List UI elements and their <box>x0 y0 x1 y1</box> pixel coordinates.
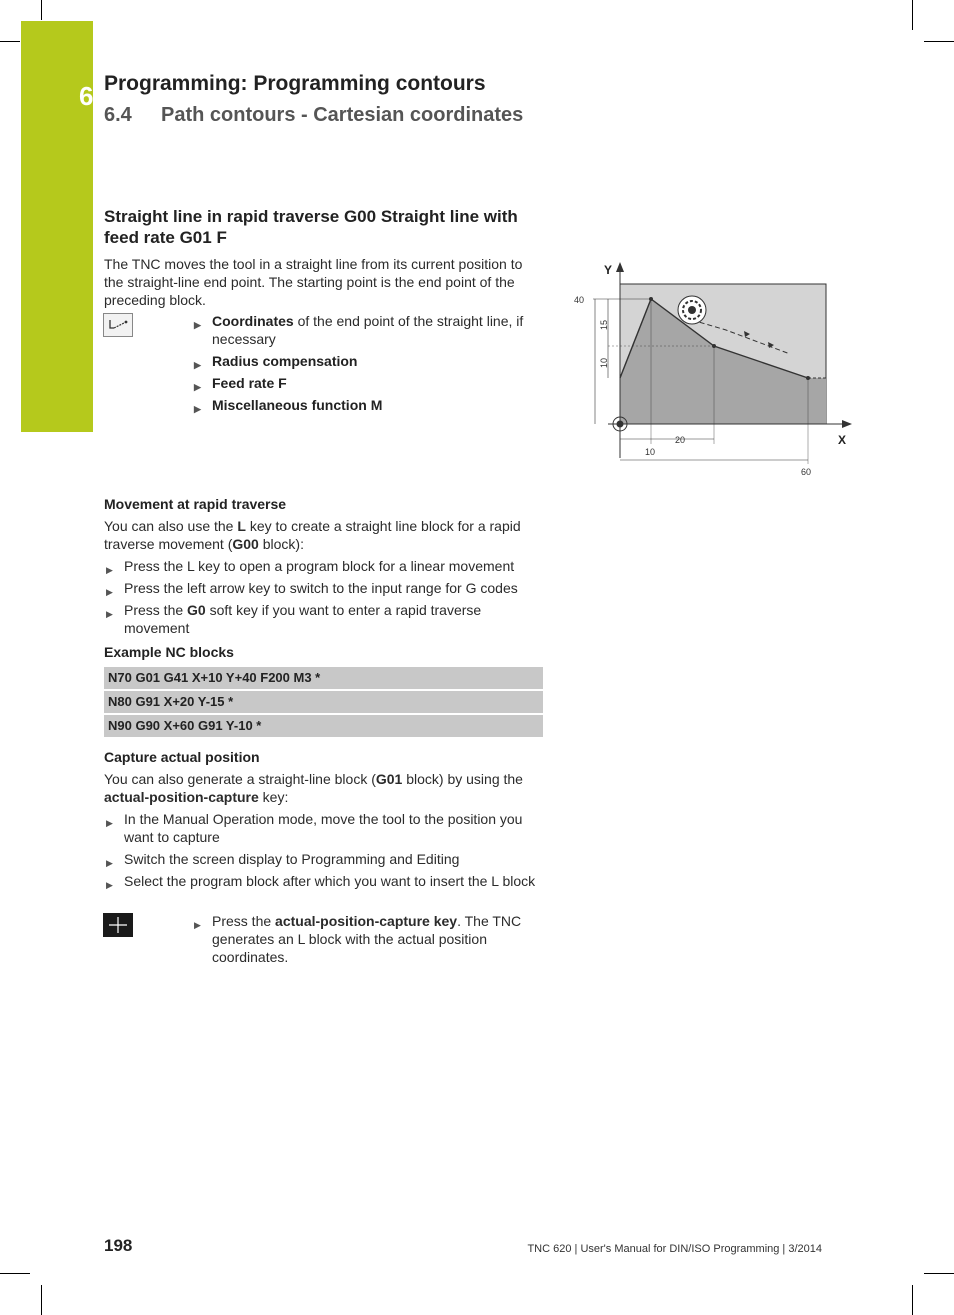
crop-mark <box>41 1285 42 1315</box>
nc-block-row: N80 G91 X+20 Y-15 * <box>104 691 543 713</box>
intro-block <box>104 206 544 309</box>
list-item: ▶ Select the program block after which you want to insert the L block <box>106 873 536 890</box>
dim-label-10-vertical: 10 <box>599 357 609 368</box>
topic-heading: Straight line in rapid traverse G00 Straight line with feed rate G01 F <box>104 207 518 247</box>
dim-label-40: 40 <box>574 295 585 305</box>
axis-y-label: Y <box>604 263 613 277</box>
list-item: ▶ Switch the screen display to Programming and Editing <box>106 851 460 868</box>
capture-paragraph: You can also generate a straight-line block (G01 block) by using the actual-position-capture key: <box>104 771 523 805</box>
crop-mark <box>924 1273 954 1274</box>
list-item: ▶ Press the left arrow key to switch to the input range for G codes <box>106 580 518 597</box>
list-item: ▶ Radius compensation <box>194 353 358 370</box>
dim-label-15: 15 <box>599 319 609 330</box>
footer-doc-info: TNC 620 | User's Manual for DIN/ISO Programming | 3/2014 <box>527 1243 822 1255</box>
section-title: Path contours - Cartesian coordinates <box>161 104 524 126</box>
nc-block-table <box>104 667 543 737</box>
page-number: 198 <box>104 1236 133 1255</box>
capture-final-step <box>192 912 544 970</box>
example-section <box>104 644 544 739</box>
milling-tool <box>678 296 706 324</box>
crop-mark <box>0 1273 30 1274</box>
rapid-traverse-section <box>104 496 544 641</box>
list-item: ▶ Feed rate F <box>194 375 287 392</box>
dim-label-60: 60 <box>801 467 812 477</box>
axis-x-label: X <box>838 433 847 447</box>
list-item: ▶ Press the L key to open a program block for a linear movement <box>106 558 515 575</box>
chapter-title: Programming: Programming contours <box>104 72 486 95</box>
intro-paragraph: The TNC moves the tool in a straight line from its current position to the straight-line end point. The starting point is the end point of the preceding block. <box>104 256 523 308</box>
dim-label-10-horizontal: 10 <box>645 447 656 457</box>
crop-mark <box>41 0 42 20</box>
crop-mark <box>912 1285 913 1315</box>
nc-block-row: N90 G90 X+60 G91 Y-10 * <box>104 715 543 737</box>
list-item: ▶ Miscellaneous function M <box>194 397 383 414</box>
nc-block-row: N70 G01 G41 X+10 Y+40 F200 M3 * <box>104 667 543 689</box>
list-item: ▶ Press the actual-position-capture key. The TNC generates an L block with the actual position coordinates. <box>194 913 522 965</box>
section-number: 6.4 <box>104 104 132 126</box>
capture-section <box>104 749 544 894</box>
actual-position-capture-key-icon <box>103 913 133 937</box>
contour-diagram <box>568 258 858 482</box>
list-item: ▶ In the Manual Operation mode, move the tool to the position you want to capture <box>106 811 523 845</box>
list-item: ▶ Coordinates of the end point of the straight line, if necessary <box>194 313 524 347</box>
crop-mark <box>912 0 913 30</box>
list-item: ▶ Press the G0 soft key if you want to enter a rapid traverse movement <box>106 602 482 636</box>
chapter-number: 6 <box>79 81 94 111</box>
crop-mark <box>924 41 954 42</box>
chapter-tab <box>21 21 93 432</box>
dim-label-20: 20 <box>675 435 686 445</box>
capture-heading: Capture actual position <box>104 749 260 765</box>
rapid-heading: Movement at rapid traverse <box>104 496 287 512</box>
line-key-icon <box>103 313 133 337</box>
example-heading: Example NC blocks <box>104 644 234 660</box>
capture-steps <box>104 810 544 890</box>
section-heading <box>104 104 523 127</box>
input-list <box>192 312 544 418</box>
rapid-paragraph: You can also use the L key to create a straight line block for a rapid traverse movement (G00 block): <box>104 518 521 552</box>
crop-mark <box>0 41 20 42</box>
rapid-steps <box>104 557 544 637</box>
